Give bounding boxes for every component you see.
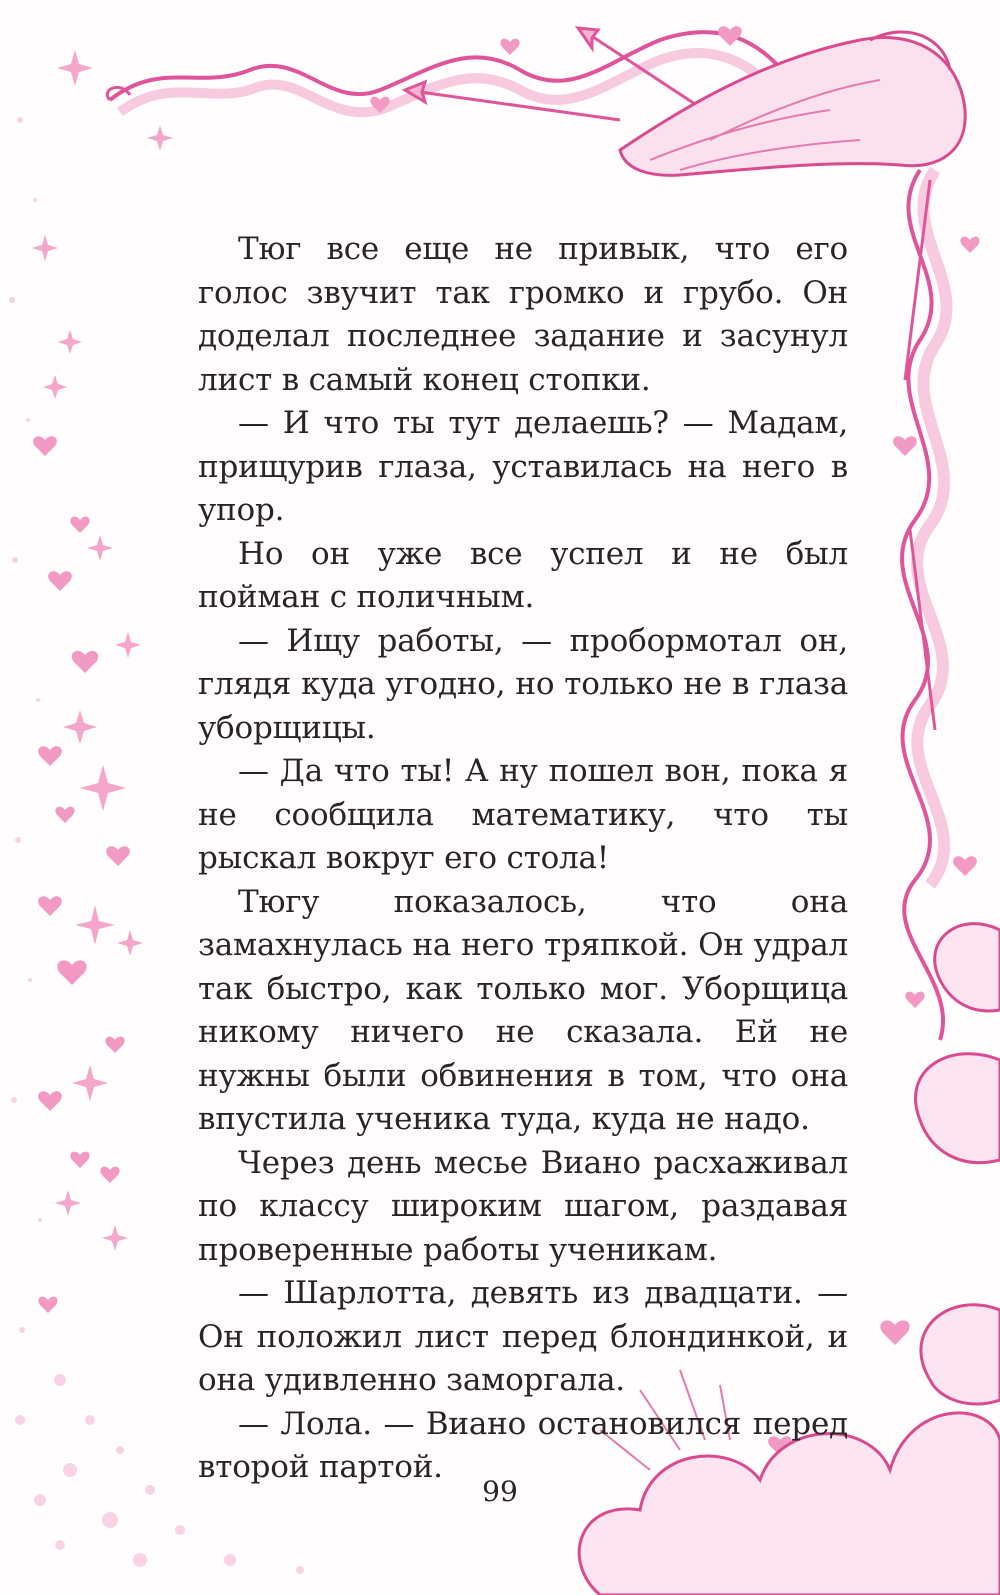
ribbon-icon-right [902,170,947,1040]
page-number: 99 [482,1475,518,1508]
paragraph: — Шарлотта, девять из двадцати. — Он положил лист перед блондинкой, и она удивленно заморгала. [198,1275,848,1398]
paragraph: Тюг все еще не привык, что его голос звучит так громко и грубо. Он доделал последнее задание и засунул лист в самый конец стопки. [198,231,848,398]
paragraph: — И что ты тут делаешь? — Мадам, прищурив глаза, уставилась на него в упор. [198,405,848,528]
paragraph: — Да что ты! А ну пошел вон, пока я не сообщила математику, что ты рыскал вокруг его стола! [198,753,848,876]
paragraph: Тюгу показалось, что она замахнулась на него тряпкой. Он удрал так быстро, как только мог. Уборщица никому ничего не сказала. Ей не нужны были обвинения в том, что она впустила ученика туда, куда не надо. [198,883,848,1137]
page-body-text [198,228,848,1490]
paragraph: — Лола. — Виано остановился перед второй партой. [198,1405,848,1485]
paragraph: Но он уже все успел и не был пойман с поличным. [198,535,848,615]
paragraph: — Ищу работы, — пробормотал он, глядя куда угодно, но только не в глаза уборщицы. [198,622,848,746]
sparkle-icon-group-left [32,50,173,1251]
paragraph: Через день месье Виано расхаживал по классу широким шагом, раздавая проверенные работы ученикам. [198,1144,848,1268]
heart-icon-group-left [33,436,130,1313]
